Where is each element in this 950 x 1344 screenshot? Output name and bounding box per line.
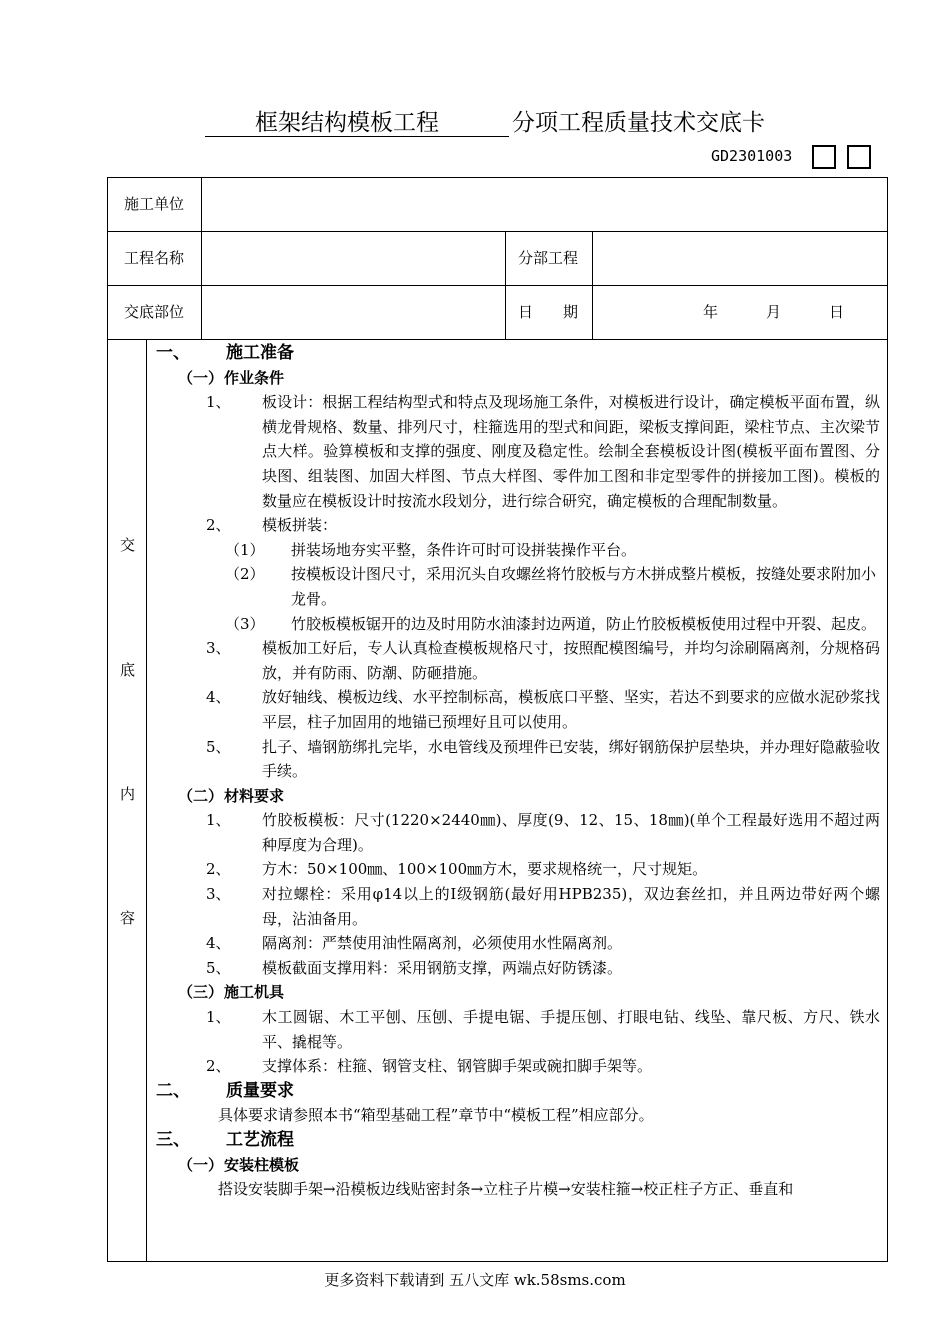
- list-item: 4、 放好轴线、模板边线、水平控制标高，模板底口平整、坚实，若达不到要求的应做水泥砂浆找平层，柱子加固用的地锚已预埋好且可以使用。: [206, 688, 880, 731]
- title-sub: 分项工程质量技术交底卡: [512, 110, 765, 136]
- date-day: 日: [829, 303, 845, 321]
- project-name-field[interactable]: [210, 236, 500, 280]
- date-month: 月: [766, 303, 782, 321]
- row-divider: [107, 231, 888, 232]
- list-item: 2、 支撑体系：柱箍、钢管支柱、钢管脚手架或碗扣脚手架等。: [206, 1057, 653, 1076]
- list-item: 5、 模板截面支撑用料：采用钢筋支撑，两端点好防锈漆。: [206, 958, 623, 977]
- sub-project-field[interactable]: [600, 236, 880, 280]
- column-divider: [201, 177, 202, 339]
- checkbox-1[interactable]: [812, 145, 836, 169]
- paragraph: 具体要求请参照本书“箱型基础工程”章节中“模板工程”相应部分。: [218, 1106, 654, 1125]
- subsection-heading: （一） 作业条件: [178, 368, 285, 387]
- list-item: 1、 板设计：根据工程结构型式和特点及现场施工条件，对模板进行设计，确定模板平面布置，纵横龙骨规格、数量、排列尺寸，柱箍选用的型式和间距，梁板支撑间距，梁柱节点、主次梁节点大样。验算模板和支撑的强度、刚度及稳定性。绘制全套模板设计图(模板平面布置图、分块图、组装图、加固大样图、节点大样图、零件加工图和非定型零件的拼接加工图)。模板的数量应在模板设计时按流水段划分，进行综合研究，确定模板的合理配制数量。: [206, 393, 880, 510]
- subsection-heading: （三） 施工机具: [178, 983, 285, 1002]
- sub-project-label: 分部工程: [518, 249, 579, 267]
- part-field[interactable]: [210, 290, 500, 334]
- column-divider: [146, 339, 147, 1262]
- side-label-char: 交: [120, 536, 136, 554]
- section-heading: 一、 施工准备: [156, 343, 294, 363]
- construction-unit-field[interactable]: [210, 182, 880, 226]
- footer-link[interactable]: 更多资料下载请到 五八文库 wk.58sms.com: [324, 1271, 626, 1289]
- list-item: 1、 木工圆锯、木工平刨、压刨、手提电锯、手提压刨、打眼电钻、线坠、靠尺板、方尺、铁水平、撬棍等。: [206, 1008, 880, 1051]
- section-heading: 三、 工艺流程: [156, 1130, 294, 1150]
- subsection-heading: （一） 安装柱模板: [178, 1155, 300, 1174]
- row-divider: [107, 339, 888, 340]
- section-heading: 二、 质量要求: [156, 1080, 294, 1101]
- document-code: GD2301003: [711, 147, 793, 165]
- date-year: 年: [703, 303, 719, 321]
- subsection-heading: （二） 材料要求: [178, 786, 285, 805]
- column-divider: [505, 231, 506, 339]
- checkbox-2[interactable]: [847, 145, 871, 169]
- row-divider: [107, 285, 888, 286]
- sub-list-item: （1） 拼装场地夯实平整，条件许可时可设拼装操作平台。: [225, 540, 637, 559]
- title-main: 框架结构模板工程: [255, 110, 439, 136]
- side-label-char: 容: [120, 909, 136, 927]
- date-label: 日 期: [518, 303, 579, 321]
- list-item: 4、 隔离剂：严禁使用油性隔离剂，必须使用水性隔离剂。: [206, 934, 623, 953]
- paragraph: 搭设安装脚手架→沿模板边线贴密封条→立柱子片模→安装柱箍→校正柱子方正、垂直和: [218, 1180, 794, 1199]
- side-label-char: 内: [120, 785, 136, 803]
- list-item: 5、 扎子、墙钢筋绑扎完毕，水电管线及预埋件已安装，绑好钢筋保护层垫块，并办理好隐蔽验收手续。: [206, 737, 880, 781]
- list-item: 2、 方木：50×100㎜、100×100㎜方木，要求规格统一，尺寸规矩。: [206, 860, 708, 879]
- list-item: 2、 模板拼装：: [206, 516, 338, 535]
- disclosure-content: [150, 341, 880, 1202]
- project-name-label: 工程名称: [124, 249, 185, 267]
- column-divider: [592, 231, 593, 339]
- list-item: 3、 模板加工好后，专人认真检查模板规格尺寸，按照配模图编号，并均匀涂刷隔离剂，分规格码放，并有防雨、防潮、防砸措施。: [206, 639, 880, 682]
- construction-unit-label: 施工单位: [124, 195, 185, 213]
- sub-list-item: （3） 竹胶板模板锯开的边及时用防水油漆封边两道，防止竹胶板模板使用过程中开裂、起皮。: [225, 614, 877, 633]
- list-item: 1、 竹胶板模板：尺寸(1220×2440㎜)、厚度(9、12、15、18㎜)(单个工程最好选用不超过两种厚度为合理)。: [206, 811, 880, 854]
- sub-list-item: （2） 按模板设计图尺寸，采用沉头自攻螺丝将竹胶板与方木拼成整片模板，按缝处要求附加小龙骨。: [225, 565, 877, 608]
- side-label-char: 底: [120, 661, 136, 679]
- part-label: 交底部位: [124, 303, 185, 321]
- list-item: 3、 对拉螺栓：采用φ14以上的Ⅰ级钢筋(最好用HPB235)，双边套丝扣，并且两边带好两个螺母，沾油备用。: [206, 885, 880, 928]
